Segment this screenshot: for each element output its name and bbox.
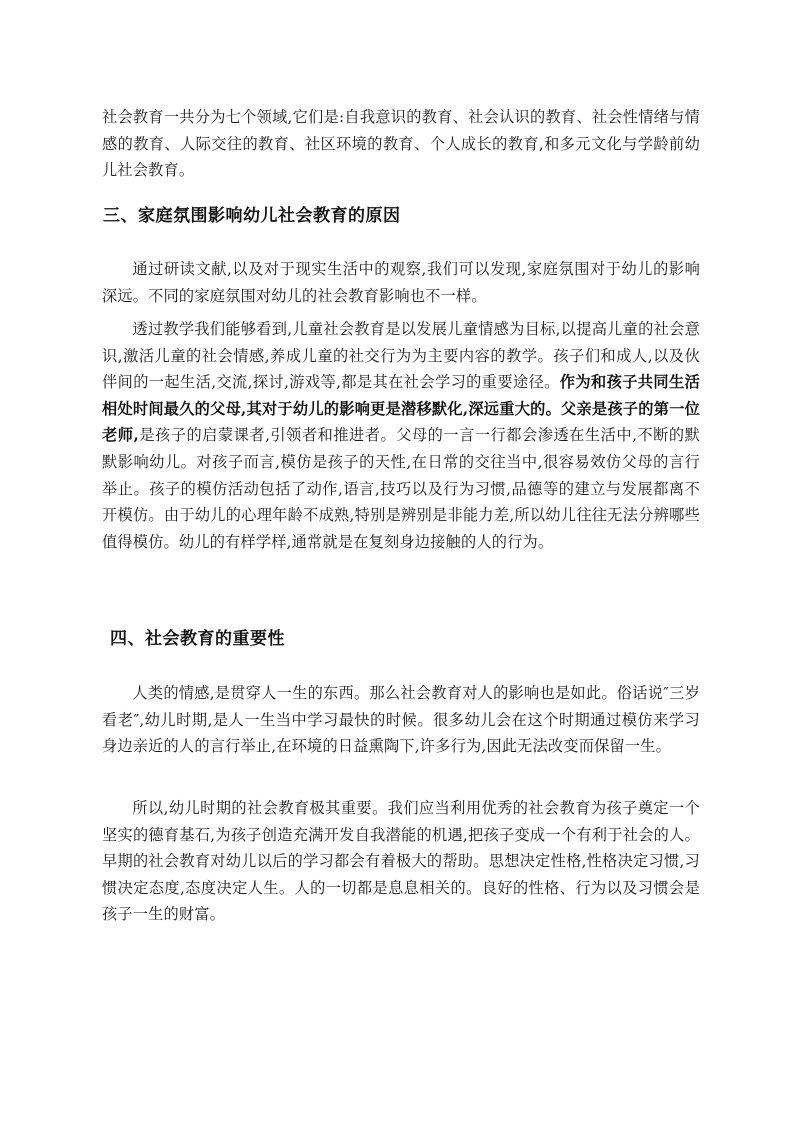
- section-3-paragraph-2-part-a: 透过教学我们能够看到,儿童社会教育是以发展儿童情感为目标,以提高儿童的社会意识,激活儿童的社会情感,养成儿童的社交行为为主要内容的教学。孩子们和成人,以及伙伴间的一起生活,交流,探讨,游戏等,都是其在社会学习的重要途径。: [102, 320, 700, 392]
- intro-paragraph: 社会教育一共分为七个领域,它们是:自我意识的教育、社会认识的教育、社会性情绪与情感的教育、人际交往的教育、社区环境的教育、个人成长的教育,和多元文化与学龄前幼儿社会教育。: [102, 108, 700, 180]
- section-3-paragraph-2: [102, 316, 700, 555]
- section-4-paragraph-1: 人类的情感,是贯穿人一生的东西。那么社会教育对人的影响也是如此。俗话说″三岁看老″,幼儿时期,是人一生当中学习最快的时候。很多幼儿会在这个时期通过模仿来学习身边亲近的人的言行举止,在环境的日益熏陶下,许多行为,因此无法改变而保留一生。: [102, 684, 700, 756]
- section-3-paragraph-2-part-b: 是孩子的启蒙课者,引领者和推进者。父母的一言一行都会渗透在生活中,不断的默默影响幼儿。对孩子而言,模仿是孩子的天性,在日常的交往当中,很容易效仿父母的言行举止。孩子的模仿活动包括了动作,语言,技巧以及行为习惯,品德等的建立与发展都离不开模仿。由于幼儿的心理年龄不成熟,特别是辨别是非能力差,所以幼儿往往无法分辨哪些值得模仿。幼儿的有样学样,通常就是在复刻身边接触的人的行为。: [102, 426, 700, 551]
- section-4-paragraph-2: 所以,幼儿时期的社会教育极其重要。我们应当利用优秀的社会教育为孩子奠定一个坚实的德育基石,为孩子创造充满开发自我潜能的机遇,把孩子变成一个有利于社会的人。早期的社会教育对幼儿以后的学习都会有着极大的帮助。思想决定性格,性格决定习惯,习惯决定态度,态度决定人生。人的一切都是息息相关的。良好的性格、行为以及习惯会是孩子一生的财富。: [102, 799, 700, 924]
- section-4-heading: 四、社会教育的重要性: [110, 629, 285, 649]
- section-3-paragraph-1: 通过研读文献,以及对于现实生活中的观察,我们可以发现,家庭氛围对于幼儿的影响深远。不同的家庭氛围对幼儿的社会教育影响也不一样。: [102, 260, 700, 305]
- section-3-heading: 三、家庭氛围影响幼儿社会教育的原因: [103, 206, 401, 226]
- section-3-emphasized-text: 作为和孩子共同生活相处时间最久的父母,其对于幼儿的影响更是潜移默化,深远重大的。父亲是孩子的第一位老师,: [102, 373, 700, 445]
